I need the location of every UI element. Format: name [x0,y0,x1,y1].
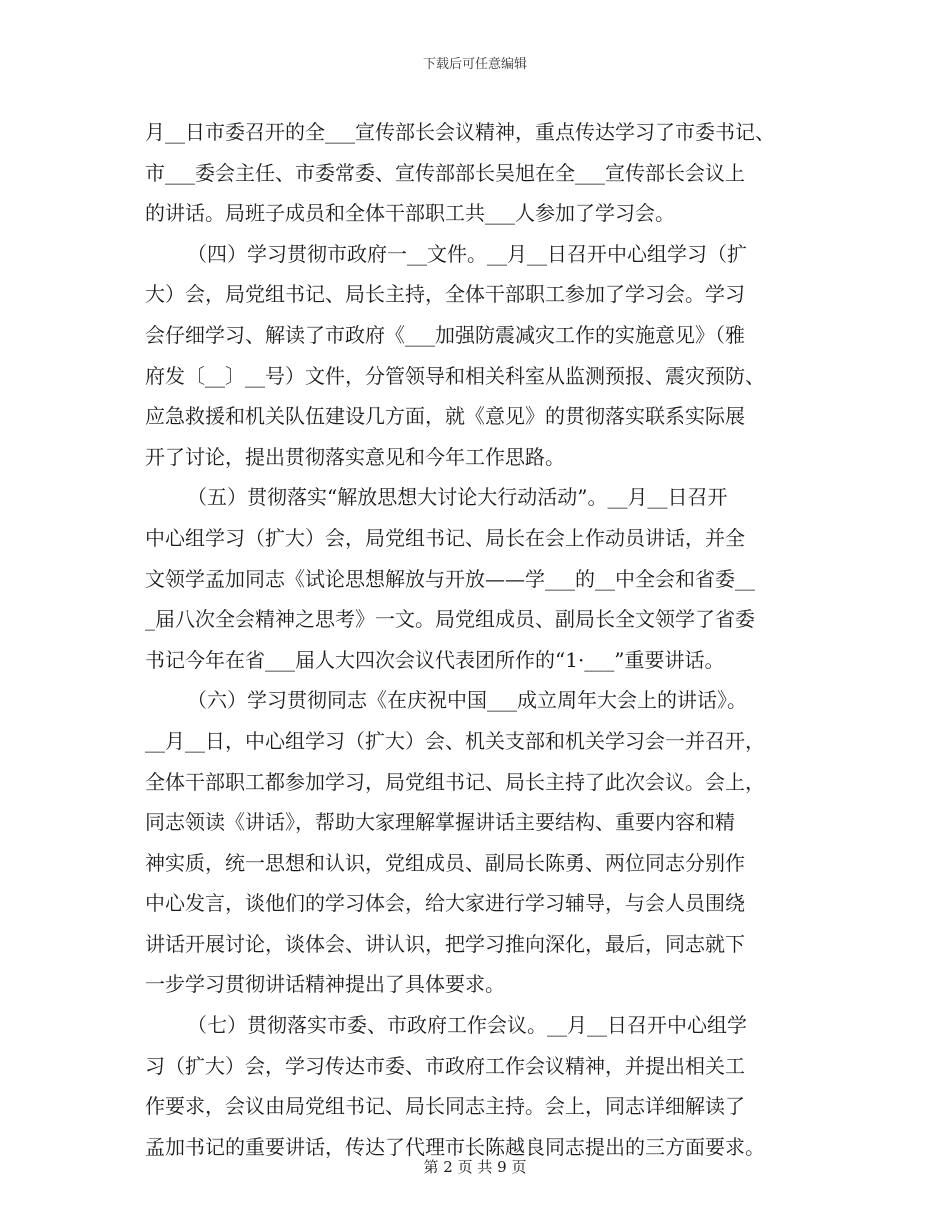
text-line: 作要求，会议由局党组书记、局长同志主持。会上，同志详细解读了 [145,1094,745,1119]
paragraph [145,112,811,234]
text-line: 习（扩大）会，学习传达市委、市政府工作会议精神，并提出相关工 [145,1053,745,1078]
text-line: 市___委会主任、市委常委、宣传部部长吴旭在全___宣传部长会议上 [145,160,745,185]
text-line: 会仔细学习、解读了市政府《___加强防震减灾工作的实施意见》（雅 [145,322,745,347]
text-line: 中心发言，谈他们的学习体会，给大家进行学习辅导，与会人员围绕 [145,891,745,916]
text-line: 府发〔__〕__号）文件，分管领导和相关科室从监测预报、震灾预防、 [145,363,765,388]
page-header: 下载后可任意编辑 [422,57,527,72]
paragraph [145,477,811,680]
document-body [145,112,811,1167]
text-line: 一步学习贯彻讲话精神提出了具体要求。 [145,972,505,997]
text-line: （七）贯彻落实市委、市政府工作会议。__月__日召开中心组学 [187,1013,747,1038]
page-number: 第 2 页 共 9 页 [423,1158,527,1176]
text-line: 孟加书记的重要讲话，传达了代理市长陈越良同志提出的三方面要求。 [145,1134,765,1159]
text-line: 月__日市委召开的全___宣传部长会议精神，重点传达学习了市委书记、 [145,120,775,144]
paragraph [145,1005,811,1167]
text-line: （四）学习贯彻市政府一__文件。__月__日召开中心组学习（扩 [187,241,747,266]
paragraph [145,234,811,478]
text-line: 神实质，统一思想和认识，党组成员、副局长陈勇、两位同志分别作 [145,850,745,875]
text-line: 中心组学习（扩大）会，局党组书记、局长在会上作动员讲话，并全 [145,525,745,550]
text-line: __月__日，中心组学习（扩大）会、机关支部和机关学习会一并召开， [145,728,765,753]
text-line: 同志领读《讲话》，帮助大家理解掌握讲话主要结构、重要内容和精 [145,810,735,835]
text-line: （五）贯彻落实“解放思想大讨论大行动活动”。__月__日召开 [187,485,728,510]
text-line: （六）学习贯彻同志《在庆祝中国___成立周年大会上的讲话》。 [187,688,747,713]
text-line: 的讲话。局班子成员和全体干部职工共___人参加了学习会。 [145,201,675,226]
text-line: 大）会，局党组书记、局长主持，全体干部职工参加了学习会。学习 [145,282,745,307]
paragraph [145,680,811,1005]
text-line: 开了讨论，提出贯彻落实意见和今年工作思路。 [145,444,565,469]
text-line: _届八次全会精神之思考》一文。局党组成员、副局长全文领学了省委 [145,607,755,632]
text-line: 文领学孟加同志《试论思想解放与开放——学___的__中全会和省委__ [145,566,755,591]
text-line: 应急救援和机关队伍建设几方面，就《意见》的贯彻落实联系实际展 [145,404,745,429]
text-line: 全体干部职工都参加学习，局党组书记、局长主持了此次会议。会上， [145,769,765,794]
text-line: 书记今年在省___届人大四次会议代表团所作的“1·___”重要讲话。 [145,647,725,672]
text-line: 讲话开展讨论，谈体会、讲认识，把学习推向深化，最后，同志就下 [145,931,745,956]
